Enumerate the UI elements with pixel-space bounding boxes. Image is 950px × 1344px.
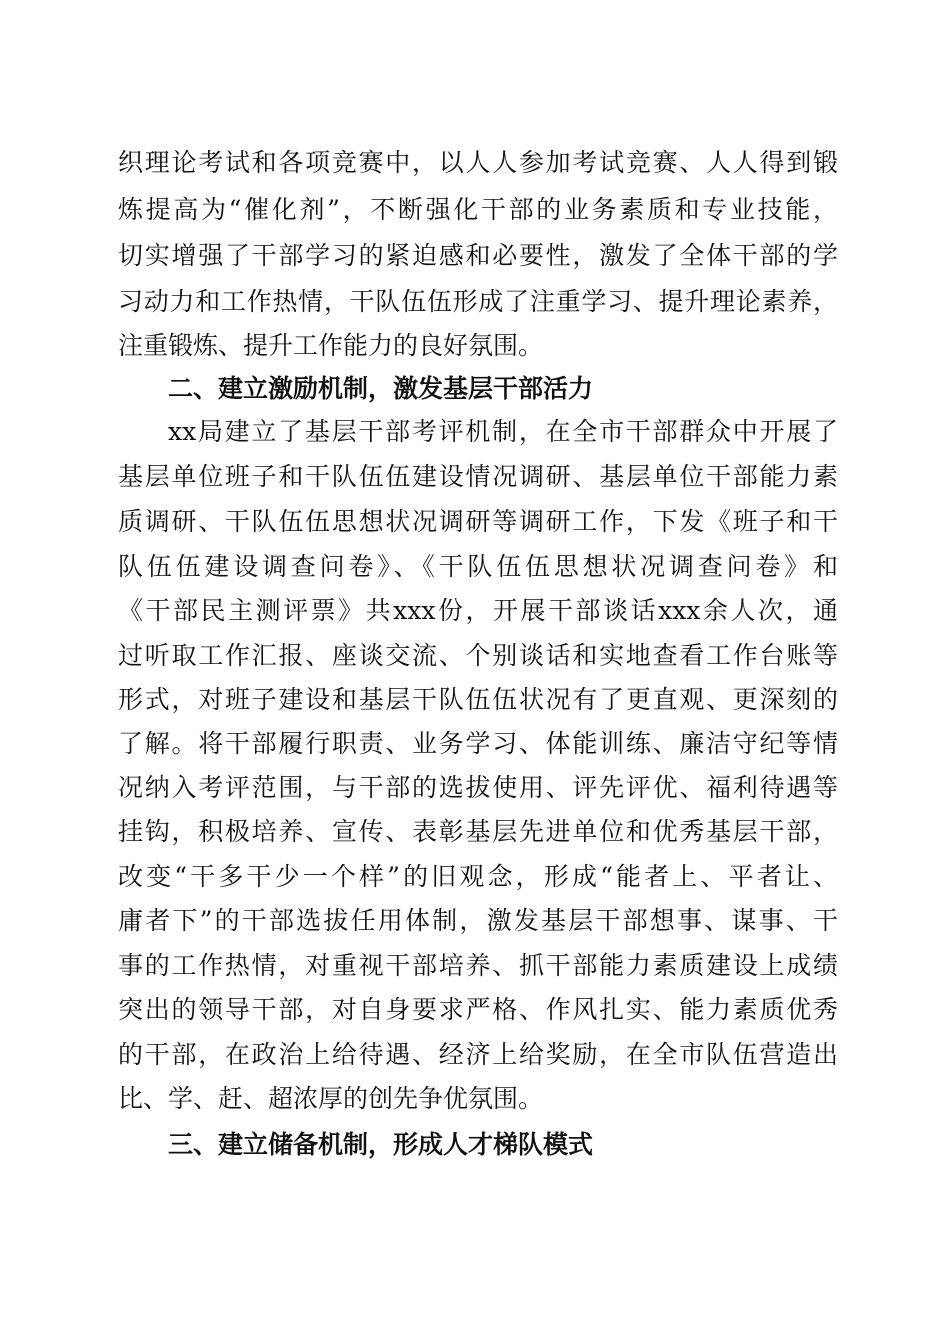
paragraph-line: 的干部，在政治上给待遇、经济上给奖励，在全市队伍营造出: [118, 1040, 838, 1069]
paragraph-line: 习动力和工作热情，干队伍伍形成了注重学习、提升理论素养，: [118, 287, 838, 316]
paragraph-line: xx局建立了基层干部考评机制，在全市干部群众中开展了: [168, 417, 838, 446]
paragraph-line: 织理论考试和各项竞赛中，以人人参加考试竞赛、人人得到锻: [118, 148, 838, 177]
paragraph-line: 庸者下”的干部选拔任用体制，激发基层干部想事、谋事、干: [118, 906, 838, 935]
paragraph-line: 突出的领导干部，对自身要求严格、作风扎实、能力素质优秀: [118, 995, 838, 1024]
paragraph-line: 质调研、干队伍伍思想状况调研等调研工作，下发《班子和干: [118, 507, 838, 536]
paragraph-line: 炼提高为“催化剂”，不断强化干部的业务素质和专业技能，: [118, 195, 838, 224]
section-heading: 三、建立储备机制，形成人才梯队模式: [168, 1130, 594, 1159]
paragraph-line: 了解。将干部履行职责、业务学习、体能训练、廉洁守纪等情: [118, 729, 838, 758]
paragraph-line: 注重锻炼、提升工作能力的良好氛围。: [118, 331, 544, 360]
paragraph-line: 挂钩，积极培养、宣传、表彰基层先进单位和优秀基层干部，: [118, 817, 838, 846]
paragraph-line: 过听取工作汇报、座谈交流、个别谈话和实地查看工作台账等: [118, 641, 838, 670]
paragraph-line: 改变“干多干少一个样”的旧观念，形成“能者上、平者让、: [118, 862, 838, 891]
paragraph-line: 切实增强了干部学习的紧迫感和必要性，激发了全体干部的学: [118, 241, 838, 270]
paragraph-line: 比、学、赶、超浓厚的创先争优氛围。: [118, 1084, 544, 1113]
paragraph-line: 形式，对班子建设和基层干队伍伍状况有了更直观、更深刻的: [118, 685, 838, 714]
section-heading: 二、建立激励机制，激发基层干部活力: [168, 374, 594, 403]
paragraph-line: 况纳入考评范围，与干部的选拔使用、评先评优、福利待遇等: [118, 773, 838, 802]
paragraph-line: 基层单位班子和干队伍伍建设情况调研、基层单位干部能力素: [118, 462, 838, 491]
paragraph-line: 队伍伍建设调查问卷》、《干队伍伍思想状况调查问卷》和: [118, 552, 838, 581]
paragraph-line: 事的工作热情，对重视干部培养、抓干部能力素质建设上成绩: [118, 951, 838, 980]
paragraph-line: 《干部民主测评票》共xxx份，开展干部谈话xxx余人次，通: [118, 596, 838, 625]
